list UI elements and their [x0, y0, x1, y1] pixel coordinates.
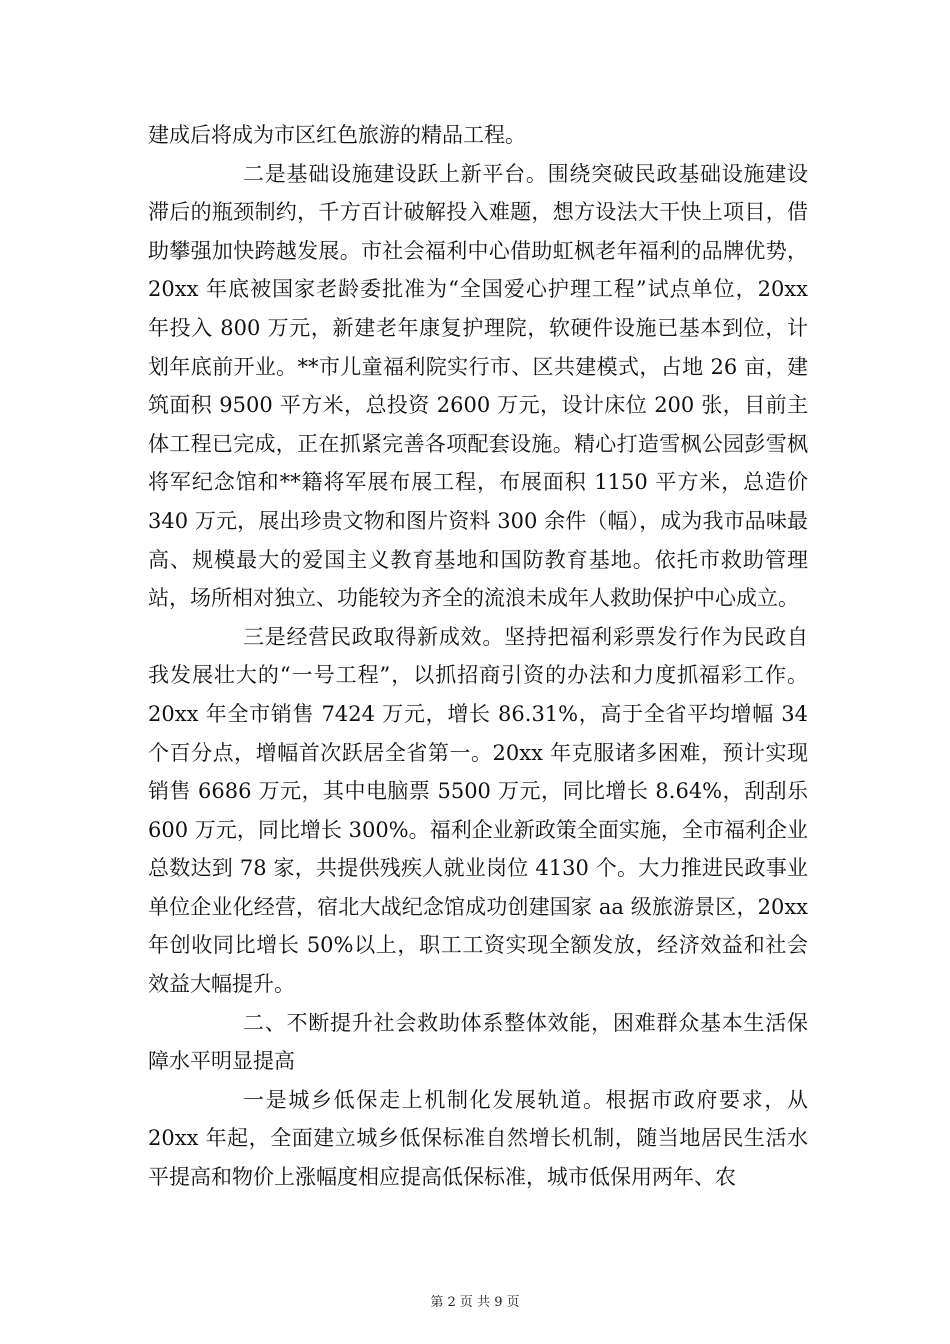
paragraph-minimum-living-security: 一是城乡低保走上机制化发展轨道。根据市政府要求，从 20xx 年起，全面建立城乡低保标准自然增长机制，随当地居民生活水平提高和物价上涨幅度相应提高低保标准，城市低保用两年、农: [148, 1087, 808, 1190]
paragraph-continuation: 建成后将成为市区红色旅游的精品工程。: [148, 123, 526, 147]
paragraph-civil-affairs-operation: 三是经营民政取得新成效。坚持把福利彩票发行作为民政自我发展壮大的“一号工程”，以抓招商引资的办法和力度抓福彩工作。20xx 年全市销售 7424 万元，增长 86.31%，高于全省平均增幅 34 个百分点，增幅首次跃居全省第一。20xx 年克服诸多困难，预计实现销售 6686 万元，其中电脑票 5500 万元，同比增长 8.64%，刮刮乐 600 万元，同比增长 300%。福利企业新政策全面实施，全市福利企业总数达到 78 家，共提供残疾人就业岗位 4130 个。大力推进民政事业单位企业化经营，宿北大战纪念馆成功创建国家 aa 级旅游景区，20xx 年创收同比增长 50%以上，职工工资实现全额发放，经济效益和社会效益大幅提升。: [148, 624, 808, 997]
page-number: 第 2 页 共 9 页: [430, 1295, 520, 1310]
paragraph-infrastructure: 二是基础设施建设跃上新平台。围绕突破民政基础设施建设滞后的瓶颈制约，千方百计破解投入难题，想方设法大干快上项目，借助攀强加快跨越发展。市社会福利中心借助虹枫老年福利的品牌优势，20xx 年底被国家老龄委批准为“全国爱心护理工程”试点单位，20xx 年投入 800 万元，新建老年康复护理院，软硬件设施已基本到位，计划年底前开业。**市儿童福利院实行市、区共建模式，占地 26 亩，建筑面积 9500 平方米，总投资 2600 万元，设计床位 200 张，目前主体工程已完成，正在抓紧完善各项配套设施。精心打造雪枫公园彭雪枫将军纪念馆和**籍将军展布展工程，布展面积 1150 平方米，总造价 340 万元，展出珍贵文物和图片资料 300 余件（幅），成为我市品味最高、规模最大的爱国主义教育基地和国防教育基地。依托市救助管理站，场所相对独立、功能较为齐全的流浪未成年人救助保护中心成立。: [148, 161, 808, 611]
section-heading-social-assistance: 二、不断提升社会救助体系整体效能，困难群众基本生活保障水平明显提高: [148, 1010, 808, 1074]
document-body: [148, 116, 808, 1197]
